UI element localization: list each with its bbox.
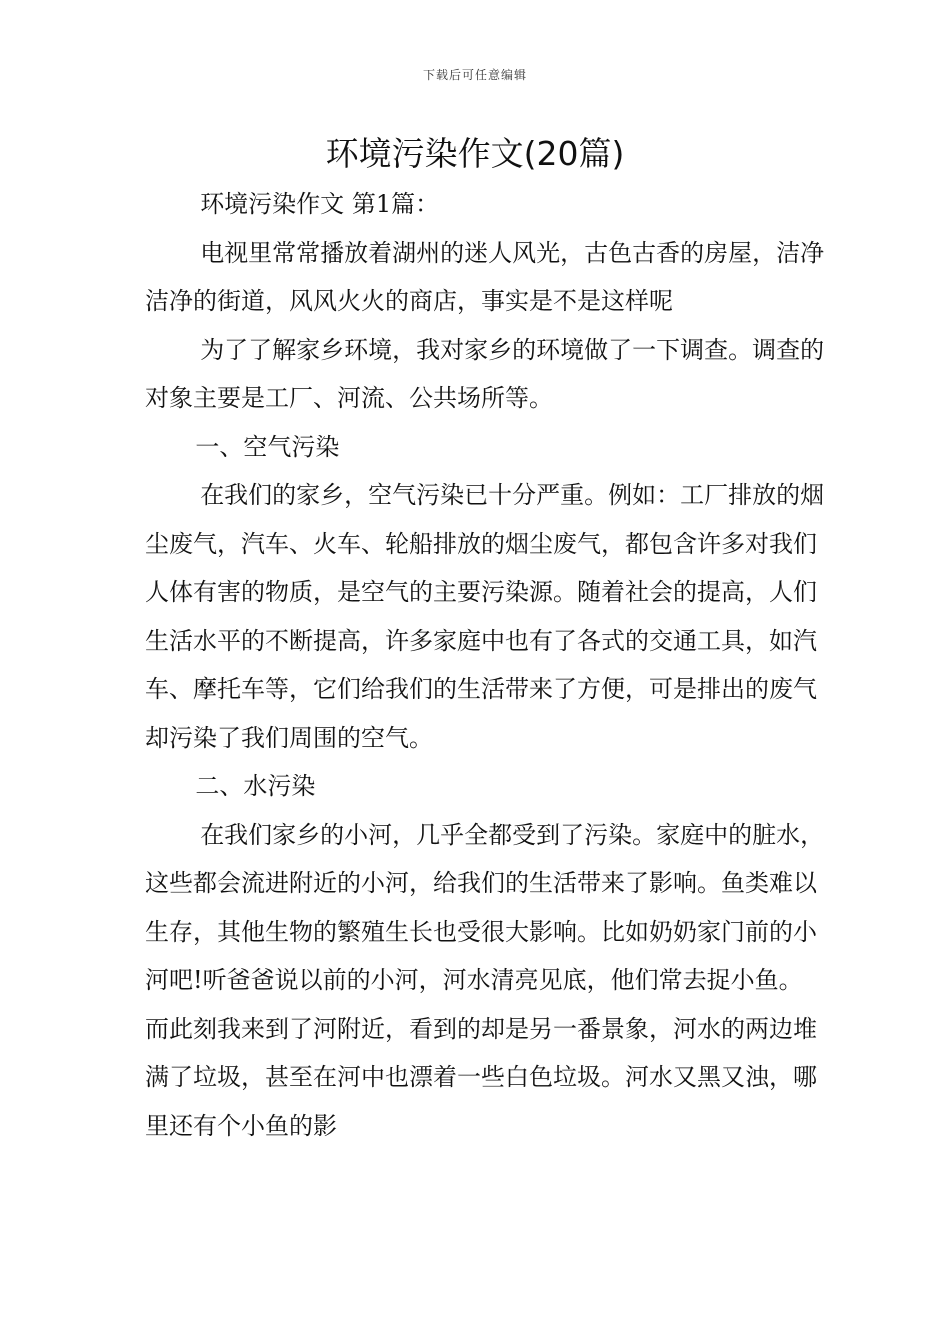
section-heading-water: 二、水污染 bbox=[195, 772, 316, 800]
paragraph-survey: 为了了解家乡环境，我对家乡的环境做了一下调查。调查的对象主要是工厂、河流、公共场所等。 bbox=[145, 335, 825, 412]
document-title: 环境污染作文(20篇) bbox=[325, 134, 625, 173]
document-body bbox=[145, 180, 825, 1150]
paragraph-air-pollution: 在我们的家乡，空气污染已十分严重。例如：工厂排放的烟尘废气，汽车、火车、轮船排放的烟尘废气，都包含许多对我们人体有害的物质，是空气的主要污染源。随着社会的提高，人们生活水平的不断提高，许多家庭中也有了各式的交通工具，如汽车、摩托车等，它们给我们的生活带来了方便，可是排出的废气却污染了我们周围的空气。 bbox=[145, 481, 825, 752]
article-heading: 环境污染作文 第1篇： bbox=[200, 190, 440, 218]
paragraph-water-pollution: 在我们家乡的小河，几乎全都受到了污染。家庭中的脏水，这些都会流进附近的小河，给我们的生活带来了影响。鱼类难以生存，其他生物的繁殖生长也受很大影响。比如奶奶家门前的小河吧!听爸爸说以前的小河，河水清亮见底，他们常去捉小鱼。而此刻我来到了河附近，看到的却是另一番景象，河水的两边堆满了垃圾，甚至在河中也漂着一些白色垃圾。河水又黑又浊，哪里还有个小鱼的影 bbox=[145, 820, 825, 1140]
header-note: 下载后可任意编辑 bbox=[422, 68, 527, 82]
paragraph-intro: 电视里常常播放着湖州的迷人风光，古色古香的房屋，洁净洁净的街道，风风火火的商店，事实是不是这样呢 bbox=[145, 238, 825, 315]
section-heading-air: 一、空气污染 bbox=[195, 432, 340, 461]
